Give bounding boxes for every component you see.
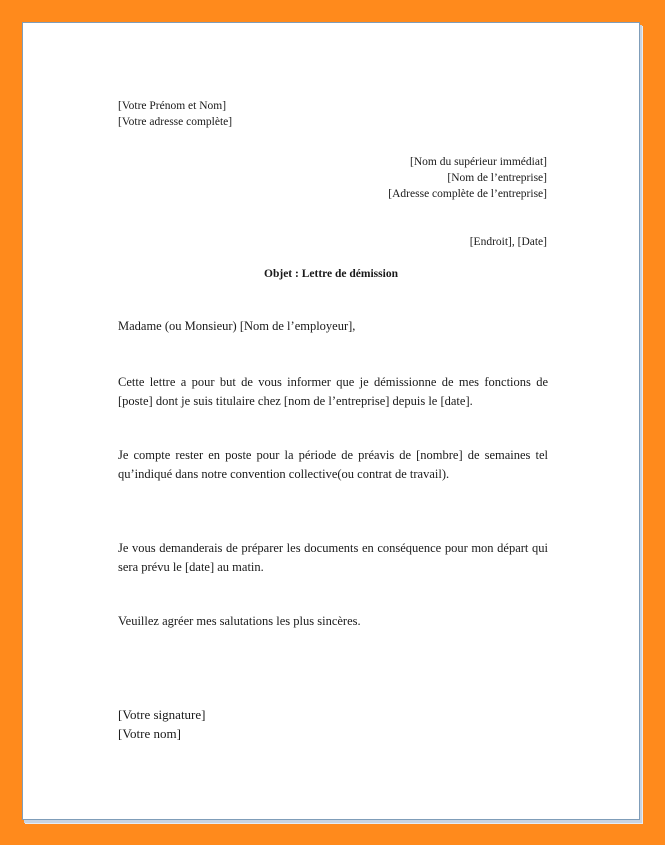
- recipient-block: [388, 154, 547, 202]
- sender-name: [Votre Prénom et Nom]: [118, 100, 227, 112]
- letter-page: [22, 22, 640, 820]
- salutation: Madame (ou Monsieur) [Nom de l’employeur],: [118, 319, 356, 333]
- sender-address: [Votre adresse complète]: [118, 116, 233, 128]
- paragraph-intent: Cette lettre a pour but de vous informer que je démissionne de mes fonctions de [poste] dont je suis titulaire chez [nom de l’entreprise] depuis le [date].: [118, 375, 548, 408]
- closing-formula: Veuillez agréer mes salutations les plus sincères.: [118, 614, 361, 628]
- signature-block: [118, 705, 205, 743]
- paragraph-notice: Je compte rester en poste pour la période de préavis de [nombre] de semaines tel qu’indiqué dans notre convention collective(ou contrat de travail).: [118, 448, 548, 481]
- recipient-company: [Nom de l’entreprise]: [447, 172, 547, 184]
- sender-block: [118, 98, 232, 130]
- recipient-company-address: [Adresse complète de l’entreprise]: [388, 188, 547, 200]
- letter-subject: Objet : Lettre de démission: [264, 268, 398, 280]
- recipient-superior: [Nom du supérieur immédiat]: [409, 156, 547, 168]
- signature-placeholder: [Votre signature]: [118, 707, 206, 722]
- signature-name: [Votre nom]: [118, 726, 181, 741]
- place-date: [Endroit], [Date]: [469, 236, 547, 248]
- paragraph-request: Je vous demanderais de préparer les documents en conséquence pour mon départ qui sera prévu le [date] au matin.: [118, 541, 548, 574]
